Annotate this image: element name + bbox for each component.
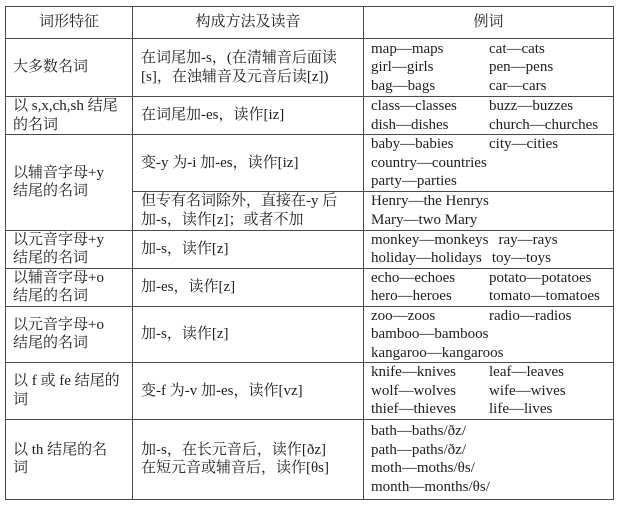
example-word: moth—moths/θs/ <box>371 460 475 476</box>
feature-text: 的名词 <box>13 116 59 133</box>
feature-text: 词 <box>13 460 29 476</box>
method-text: [s]，在浊辅音及元音后读[z]) <box>141 68 329 85</box>
example-word: holiday—holidays <box>371 250 482 266</box>
examples-cell <box>364 191 614 230</box>
feature-cell <box>6 363 133 420</box>
example-word: city—cities <box>489 136 559 152</box>
method-cell <box>133 191 364 230</box>
feature-text: 结尾的名词 <box>13 288 89 304</box>
table-row <box>6 135 614 192</box>
method-cell <box>133 363 364 420</box>
example-word: thief—thieves <box>371 401 456 417</box>
examples-cell <box>364 363 614 420</box>
method-cell <box>133 135 364 192</box>
example-line <box>371 231 607 250</box>
example-word: bag—bags <box>371 77 436 94</box>
example-line <box>371 459 607 478</box>
example-line <box>371 400 607 419</box>
feature-cell <box>6 97 133 135</box>
table-row <box>6 268 614 306</box>
example-word: wolf—wolves <box>371 382 456 399</box>
feature-cell <box>6 419 133 499</box>
feature-cell <box>6 306 133 363</box>
example-word: kangaroo—kangaroos <box>371 344 504 361</box>
method-text: 变-y 为-i 加-es，读作[iz] <box>141 154 299 171</box>
header-row <box>6 7 614 39</box>
method-text: 加-s，读作[z] <box>141 240 229 257</box>
feature-cell <box>6 230 133 268</box>
feature-text: 词 <box>13 391 29 408</box>
method-text: 变-f 为-v 加-es，读作[vz] <box>141 382 303 399</box>
method-cell <box>133 39 364 97</box>
example-word: buzz—buzzes <box>489 98 574 114</box>
example-word: baby—babies <box>371 136 454 152</box>
method-text: 在词尾加-s，(在清辅音后面读 <box>141 50 337 66</box>
example-line <box>371 97 607 116</box>
example-word: girl—girls <box>371 59 434 76</box>
feature-text: 以元音字母+o <box>13 316 104 333</box>
table-row <box>6 97 614 135</box>
examples-cell <box>364 135 614 192</box>
example-word: car—cars <box>489 77 547 94</box>
feature-text: 大多数名词 <box>13 59 89 76</box>
table-row <box>6 230 614 268</box>
example-word: zoo—zoos <box>371 307 436 324</box>
example-line <box>371 249 607 268</box>
examples-cell <box>364 419 614 499</box>
example-word: echo—echoes <box>371 269 456 286</box>
example-line <box>371 382 607 401</box>
example-word: ray—rays <box>498 231 558 248</box>
feature-text: 结尾的名词 <box>13 335 89 352</box>
example-line <box>371 269 607 288</box>
example-word: monkey—monkeys <box>371 231 489 248</box>
example-word: tomato—tomatoes <box>489 288 600 304</box>
example-word: hero—heroes <box>371 288 452 304</box>
feature-cell <box>6 268 133 306</box>
example-word: class—classes <box>371 98 457 114</box>
example-word: path—paths/ðz/ <box>371 441 466 458</box>
feature-text: 结尾的名词 <box>13 183 89 200</box>
example-word: party—parties <box>371 173 457 189</box>
header-method: 构成方法及读音 <box>133 7 364 39</box>
example-line <box>371 441 607 460</box>
examples-cell <box>364 268 614 306</box>
example-word: wife—wives <box>489 382 566 399</box>
examples-cell <box>364 97 614 135</box>
example-word: country—countries <box>371 154 487 171</box>
example-word: radio—radios <box>489 307 572 324</box>
feature-text: 以 f 或 fe 结尾的 <box>13 373 120 390</box>
method-text: 加-s，在长元音后，读作[ðz] <box>141 441 326 458</box>
examples-cell <box>364 306 614 363</box>
example-line <box>371 40 607 59</box>
table-row <box>6 363 614 420</box>
method-cell <box>133 230 364 268</box>
example-word: potato—potatoes <box>489 269 592 286</box>
method-cell <box>133 306 364 363</box>
noun-plural-rules-table <box>5 6 614 500</box>
example-word: knife—knives <box>371 364 456 380</box>
example-word: map—maps <box>371 40 444 57</box>
example-word: toy—toys <box>491 250 552 266</box>
example-line <box>371 287 607 306</box>
feature-text: 结尾的名词 <box>13 250 89 266</box>
feature-text: 以辅音字母+o <box>13 269 104 286</box>
example-line <box>371 307 607 326</box>
example-word: church—churches <box>489 116 599 133</box>
example-line <box>371 192 607 211</box>
example-word: bath—baths/ðz/ <box>371 423 466 439</box>
method-text: 加-s，读作[z]；或者不加 <box>141 211 304 228</box>
feature-cell <box>6 39 133 97</box>
example-line <box>371 325 607 344</box>
header-feature: 词形特征 <box>6 7 133 39</box>
example-word: cat—cats <box>489 40 545 57</box>
example-line <box>371 422 607 441</box>
table-row <box>6 419 614 499</box>
example-line <box>371 116 607 135</box>
example-line <box>371 58 607 77</box>
feature-cell <box>6 135 133 231</box>
method-text: 在短元音或辅音后，读作[θs] <box>141 460 330 476</box>
example-line <box>371 344 607 363</box>
example-line <box>371 77 607 96</box>
example-line <box>371 172 607 191</box>
feature-text: 以元音字母+y <box>13 231 104 248</box>
example-word: life—lives <box>489 401 553 417</box>
examples-cell <box>364 230 614 268</box>
example-word: pen—pens <box>489 59 554 76</box>
example-word: Mary—two Mary <box>371 211 478 228</box>
method-text: 但专有名词除外，直接在-y 后 <box>141 193 338 209</box>
examples-cell <box>364 39 614 97</box>
method-cell <box>133 97 364 135</box>
method-text: 在词尾加-es，读作[iz] <box>141 107 285 124</box>
example-line <box>371 363 607 382</box>
header-examples: 例词 <box>364 7 614 39</box>
example-line <box>371 478 607 497</box>
example-word: month—months/θs/ <box>371 478 490 495</box>
example-line <box>371 211 607 230</box>
example-word: leaf—leaves <box>489 364 564 380</box>
method-cell <box>133 419 364 499</box>
table-row <box>6 306 614 363</box>
example-word: Henry—the Henrys <box>371 193 489 209</box>
example-line <box>371 135 607 154</box>
method-cell <box>133 268 364 306</box>
feature-text: 以 s,x,ch,sh 结尾 <box>13 98 118 114</box>
feature-text: 以 th 结尾的名 <box>13 441 108 458</box>
method-text: 加-es，读作[z] <box>141 278 236 295</box>
example-line <box>371 154 607 173</box>
method-text: 加-s，读作[z] <box>141 326 229 342</box>
feature-text: 以辅音字母+y <box>13 164 104 181</box>
example-word: dish—dishes <box>371 116 449 133</box>
table-row <box>6 39 614 97</box>
example-word: bamboo—bamboos <box>371 326 489 342</box>
